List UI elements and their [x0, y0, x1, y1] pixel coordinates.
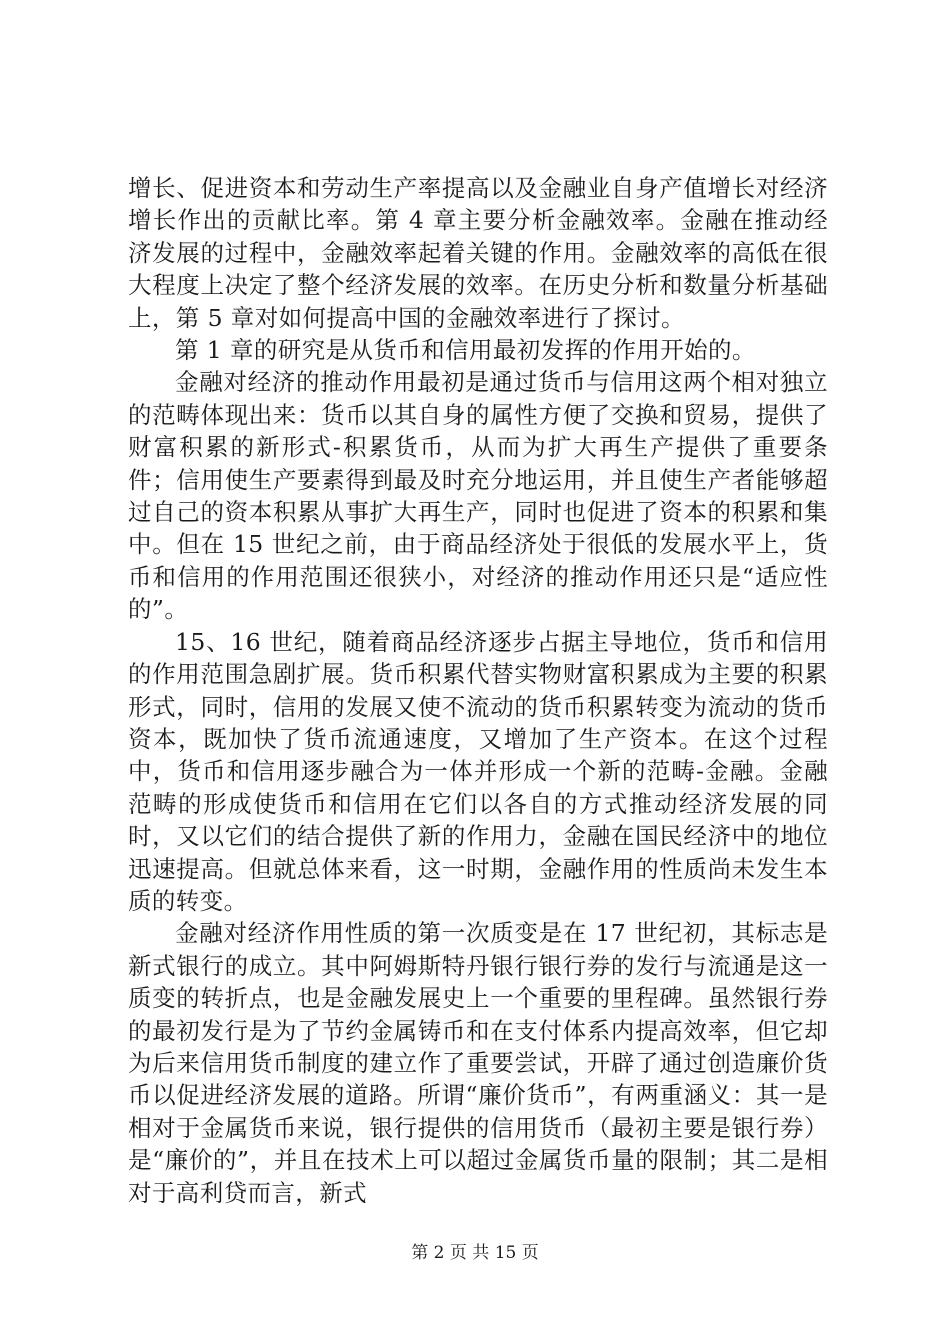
paragraph-money-credit: 金融对经济的推动作用最初是通过货币与信用这两个相对独立的范畴体现出来：货币以其自身的属性方便了交换和贸易，提供了财富积累的新形式-积累货币，从而为扩大再生产提供了重要条件；信用使生产要素得到最及时充分地运用，并且使生产者能够超过自己的资本积累从事扩大再生产，同时也促进了资本的积累和集中。但在 15 世纪之前，由于商品经济处于很低的发展水平上，货币和信用的作用范围还很狭小，对经济的推动作用还只是“适应性的”。: [128, 368, 828, 624]
paragraph-15-16-century: 15、16 世纪，随着商品经济逐步占据主导地位，货币和信用的作用范围急剧扩展。货币积累代替实物财富积累成为主要的积累形式，同时，信用的发展又使不流动的货币积累转变为流动的货币资本，既加快了货币流通速度，又增加了生产资本。在这个过程中，货币和信用逐步融合为一体并形成一个新的范畴-金融。金融范畴的形成使货币和信用在它们以各自的方式推动经济发展的同时，又以它们的结合提供了新的作用力，金融在国民经济中的地位迅速提高。但就总体来看，这一时期，金融作用的性质尚未发生本质的转变。: [128, 627, 828, 915]
document-body: [128, 172, 828, 1209]
page-number-footer: 第 2 页 共 15 页: [411, 1243, 539, 1263]
paragraph-continued: 增长、促进资本和劳动生产率提高以及金融业自身产值增长对经济增长作出的贡献比率。第 4 章主要分析金融效率。金融在推动经济发展的过程中，金融效率起着关键的作用。金融效率的高低在很大程度上决定了整个经济发展的效率。在历史分析和数量分析基础上，第 5 章对如何提高中国的金融效率进行了探讨。: [128, 174, 828, 332]
paragraph-17-century: 金融对经济作用性质的第一次质变是在 17 世纪初，其标志是新式银行的成立。其中阿姆斯特丹银行银行券的发行与流通是这一质变的转折点，也是金融发展史上一个重要的里程碑。虽然银行券的最初发行是为了节约金属铸币和在支付体系内提高效率，但它却为后来信用货币制度的建立作了重要尝试，开辟了通过创造廉价货币以促进经济发展的道路。所谓“廉价货币”，有两重涵义：其一是相对于金属货币来说，银行提供的信用货币（最初主要是银行券）是“廉价的”，并且在技术上可以超过金属货币量的限制；其二是相对于高利贷而言，新式: [128, 919, 828, 1207]
paragraph-chapter-one-intro: 第 1 章的研究是从货币和信用最初发挥的作用开始的。: [175, 336, 756, 365]
